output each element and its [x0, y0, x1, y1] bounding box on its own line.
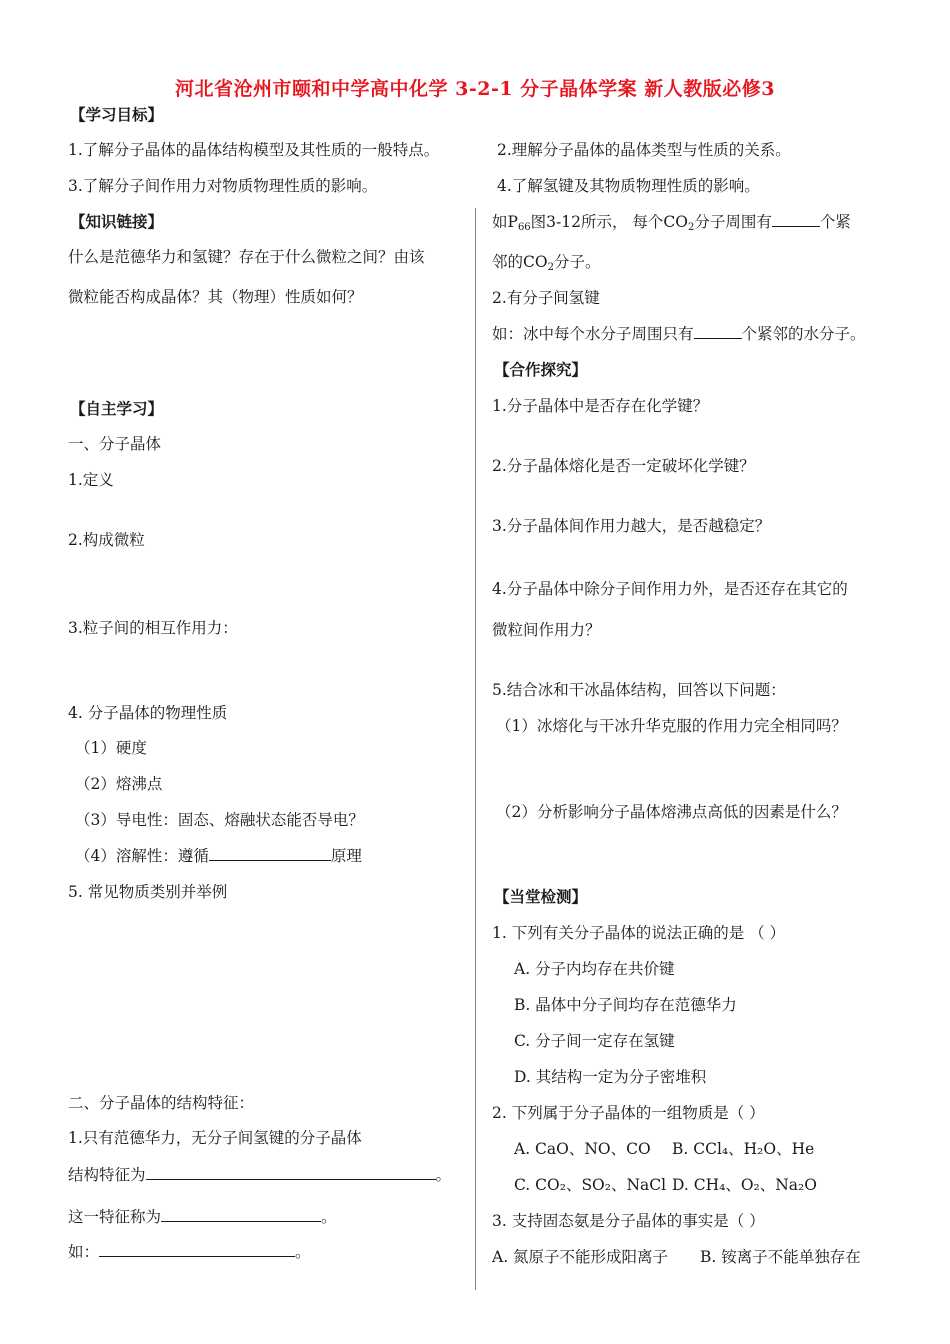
inquiry-4-line1: 4.分子晶体中除分子间作用力外，是否还存在其它的	[492, 580, 848, 598]
inquiry-1: 1.分子晶体中是否存在化学键？	[492, 397, 709, 415]
property-hardness: （1）硬度	[75, 739, 147, 757]
property-melting-boiling: （2）熔沸点	[75, 775, 163, 793]
item-particles: 2.构成微粒	[68, 531, 145, 549]
structure-name-line: 这一特征称为 。	[68, 1208, 337, 1226]
question-3-option-a[interactable]: A. 氮原子不能形成阳离子	[492, 1248, 669, 1266]
goal-2: 2.理解分子晶体的晶体类型与性质的关系。	[497, 141, 791, 159]
question-2-option-a[interactable]: A. CaO、NO、CO	[514, 1140, 651, 1158]
question-2-option-c[interactable]: C. CO₂、SO₂、NaCl	[514, 1176, 667, 1194]
question-1-option-a[interactable]: A. 分子内均存在共价键	[514, 960, 675, 978]
goal-3: 3.了解分子间作用力对物质物理性质的影响。	[68, 177, 378, 195]
inquiry-3: 3.分子晶体间作用力越大，是否越稳定？	[492, 517, 771, 535]
question-2-option-d[interactable]: D. CH₄、O₂、Na₂O	[672, 1176, 817, 1194]
structure-name-blank[interactable]	[161, 1207, 321, 1222]
solubility-text: （4）溶解性：遵循	[75, 847, 209, 865]
ice-neighbor-blank[interactable]	[694, 324, 742, 339]
item-definition: 1.定义	[68, 471, 114, 489]
item-interaction-force: 3.粒子间的相互作用力：	[68, 619, 238, 637]
structure-feature-line: 结构特征为 。	[68, 1166, 452, 1184]
solubility-blank[interactable]	[209, 846, 331, 861]
structure-example-blank[interactable]	[99, 1242, 295, 1257]
structure-feature-blank[interactable]	[146, 1165, 436, 1180]
question-1-option-c[interactable]: C. 分子间一定存在氢键	[514, 1032, 675, 1050]
inquiry-5-1: （1）冰熔化与干冰升华克服的作用力完全相同吗？	[496, 717, 847, 735]
self-study-header: 【自主学习】	[70, 399, 164, 418]
goal-1: 1.了解分子晶体的晶体结构模型及其性质的一般特点。	[68, 141, 440, 159]
question-3: 3. 支持固态氨是分子晶体的事实是（ ）	[492, 1212, 765, 1230]
section-2-heading: 二、分子晶体的结构特征：	[68, 1094, 255, 1112]
inquiry-4-line2: 微粒间作用力？	[492, 621, 601, 639]
solubility-suffix: 原理	[330, 847, 362, 865]
knowledge-link-header: 【知识链接】	[70, 212, 164, 231]
question-2-option-b[interactable]: B. CCl₄、H₂O、He	[672, 1140, 815, 1158]
ice-neighbor-line: 如：冰中每个水分子周围只有 个紧邻的水分子。	[492, 325, 866, 343]
co2-neighbor-line1: 如$P_{66}$图3-12所示， 每个$CO_2$分子周围有 个紧	[492, 213, 851, 233]
hydrogen-bond-item: 2.有分子间氢键	[492, 289, 600, 307]
section-1-heading: 一、分子晶体	[68, 435, 162, 453]
goals-header: 【学习目标】	[70, 105, 164, 124]
co2-neighbor-blank[interactable]	[772, 212, 820, 227]
in-class-test-header: 【当堂检测】	[494, 887, 588, 906]
item-common-substances: 5. 常见物质类别并举例	[68, 883, 228, 901]
question-2: 2. 下列属于分子晶体的一组物质是（ ）	[492, 1104, 765, 1122]
structure-example-label: 如：	[68, 1243, 100, 1261]
co2-neighbor-line2: 邻的$CO_2$分子。	[492, 253, 601, 273]
column-divider	[475, 208, 476, 1290]
structure-example-line: 如： 。	[68, 1243, 311, 1261]
property-solubility	[75, 846, 362, 866]
structure-name-label: 这一特征称为	[68, 1208, 162, 1226]
document-title: 河北省沧州市颐和中学高中化学 3-2-1 分子晶体学案 新人教版必修3	[175, 78, 775, 100]
inquiry-5: 5.结合冰和干冰晶体结构，回答以下问题：	[492, 681, 786, 699]
question-1: 1. 下列有关分子晶体的说法正确的是 （ ）	[492, 924, 786, 942]
goal-4: 4.了解氢键及其物质物理性质的影响。	[497, 177, 760, 195]
item-physical-properties: 4. 分子晶体的物理性质	[68, 704, 228, 722]
knowledge-link-question-line2: 微粒能否构成晶体？其（物理）性质如何？	[68, 288, 363, 306]
question-1-option-b[interactable]: B. 晶体中分子间均存在范德华力	[514, 996, 737, 1014]
knowledge-link-question-line1: 什么是范德华力和氢键？存在于什么微粒之间？由该	[68, 248, 425, 266]
inquiry-2: 2.分子晶体熔化是否一定破坏化学键？	[492, 457, 755, 475]
question-3-option-b[interactable]: B. 铵离子不能单独存在	[700, 1248, 861, 1266]
structure-item-1: 1.只有范德华力，无分子间氢键的分子晶体	[68, 1129, 362, 1147]
question-1-option-d[interactable]: D. 其结构一定为分子密堆积	[514, 1068, 707, 1086]
cooperative-inquiry-header: 【合作探究】	[494, 360, 588, 379]
structure-feature-label: 结构特征为	[68, 1166, 146, 1184]
property-conductivity: （3）导电性：固态、熔融状态能否导电？	[75, 811, 364, 829]
inquiry-5-2: （2）分析影响分子晶体熔沸点高低的因素是什么？	[496, 803, 847, 821]
